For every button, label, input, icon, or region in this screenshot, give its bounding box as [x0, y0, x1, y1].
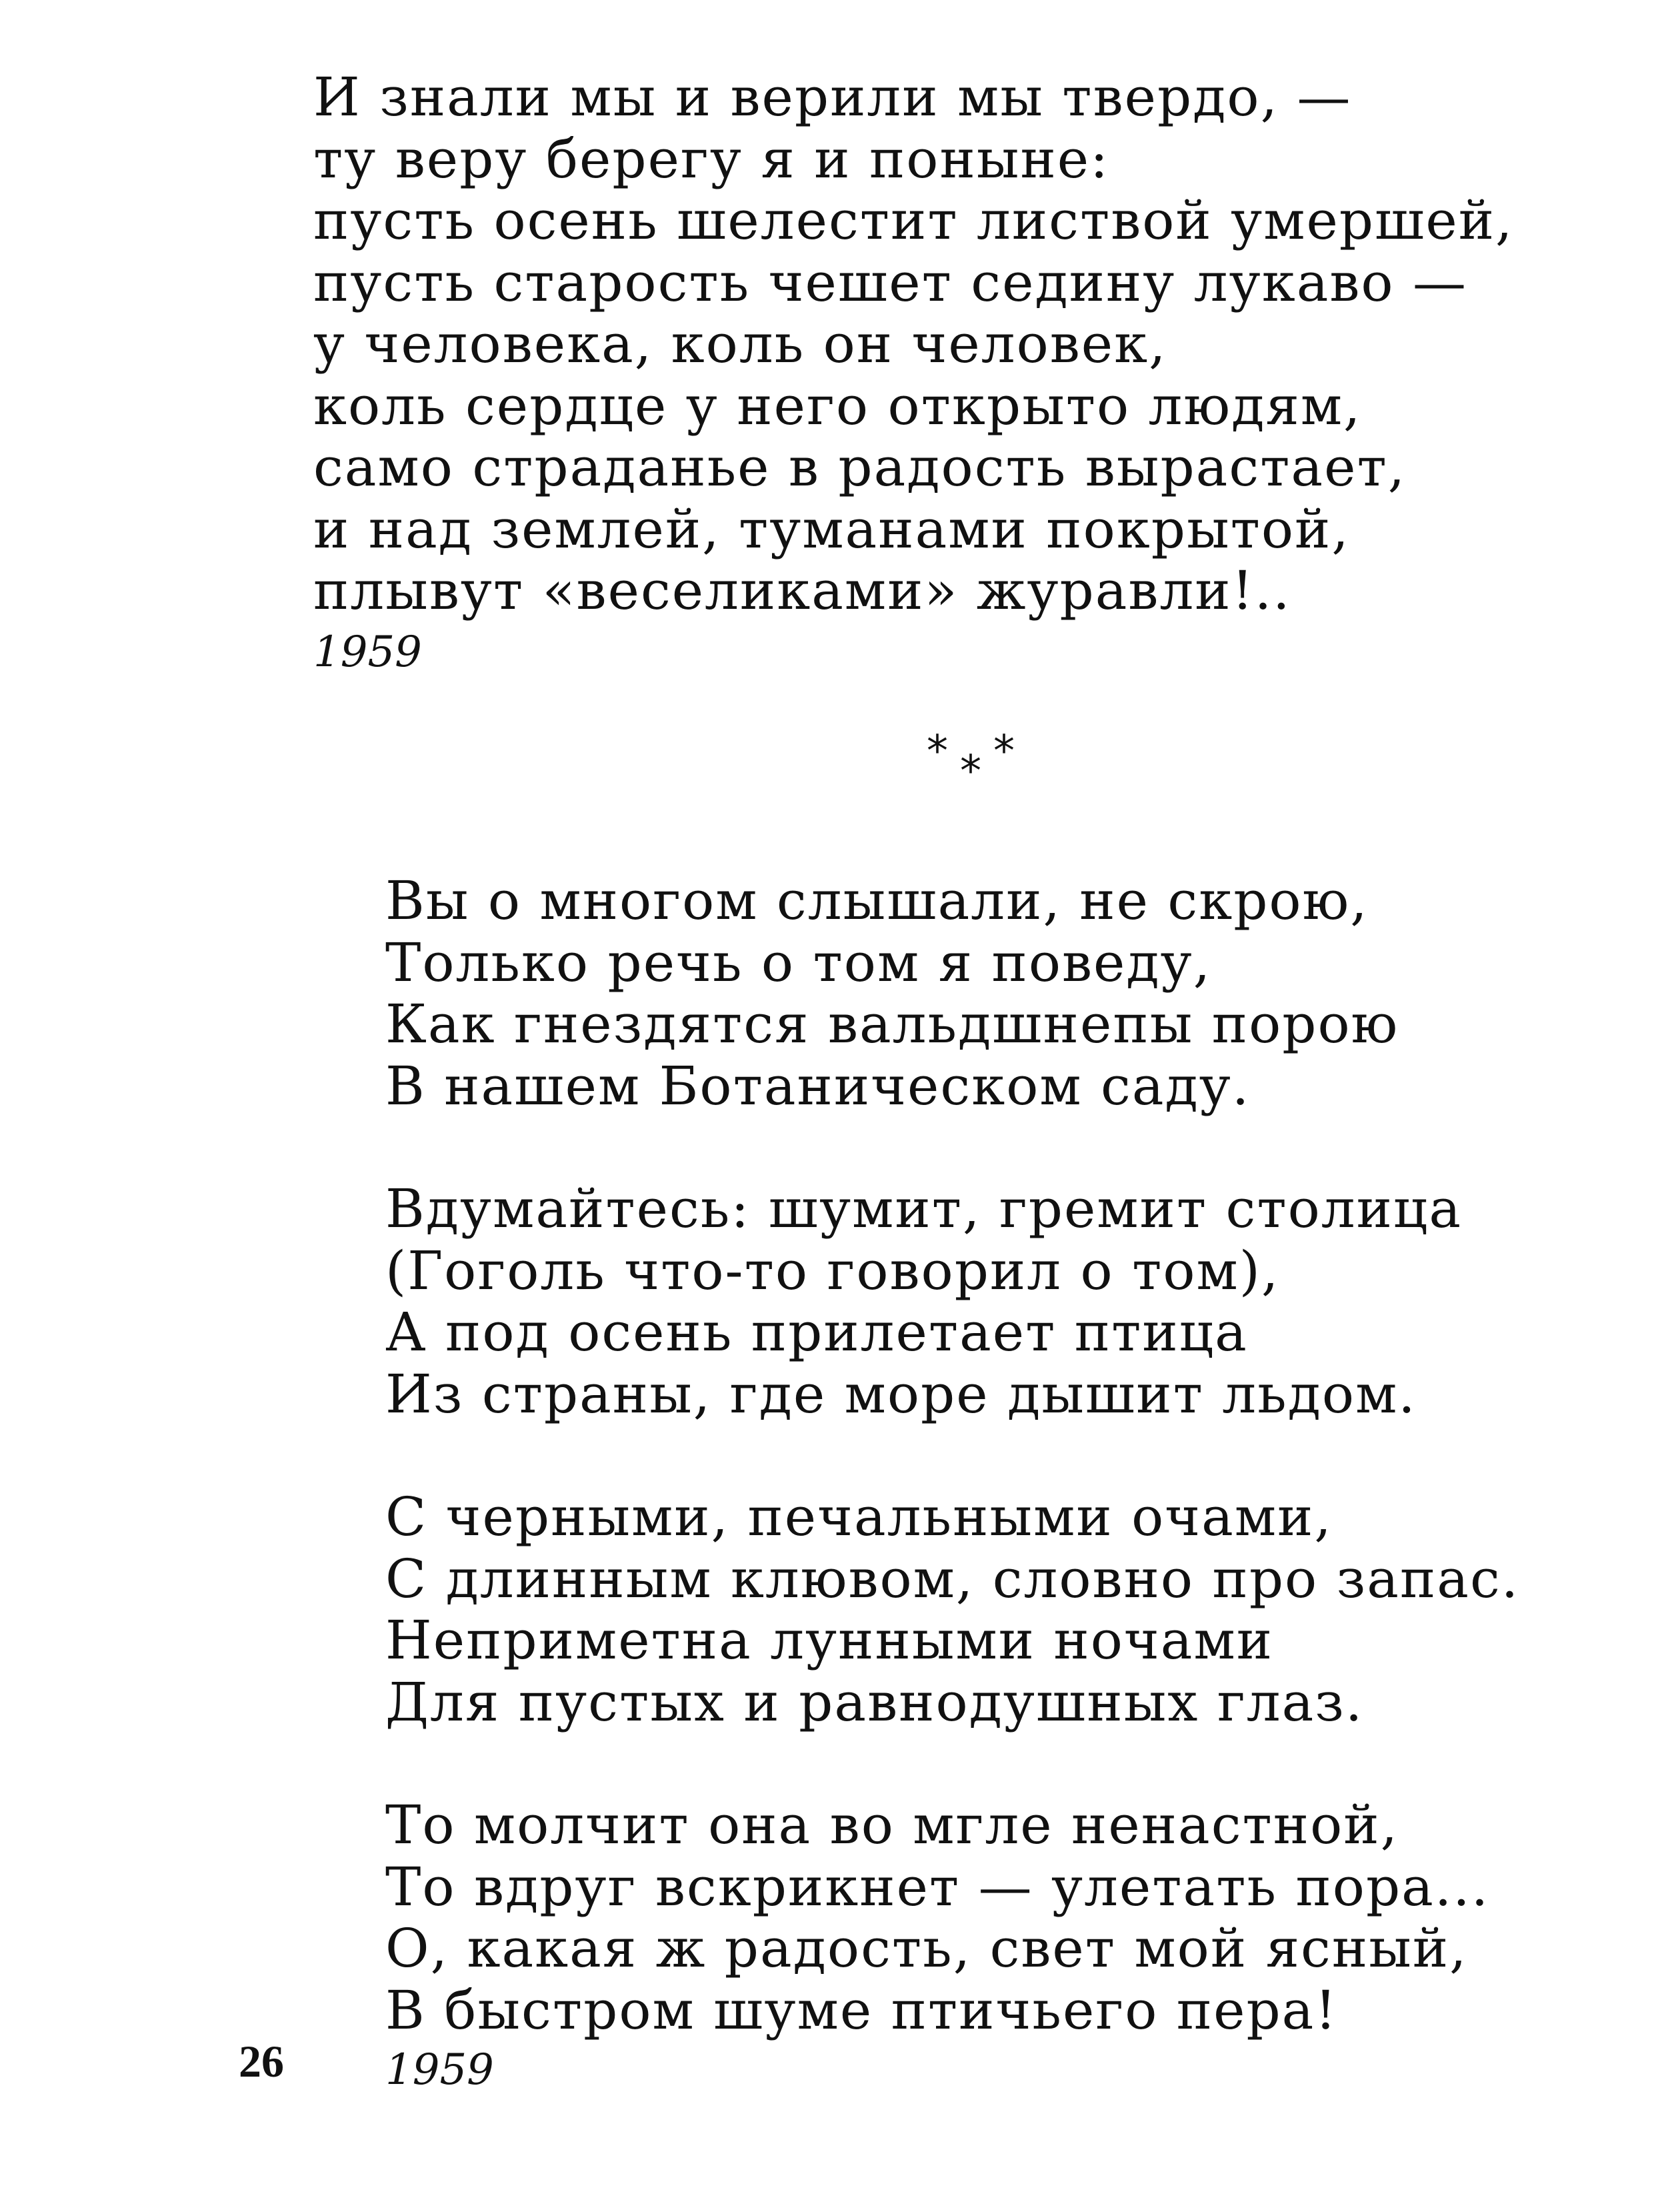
asterism-separator: [867, 727, 1107, 804]
poem-2-stanza-2: [385, 1178, 1619, 1425]
poem-2-line: О, какая ж радость, свет мой ясный,: [385, 1917, 1468, 1979]
poem-2-line: С длинным клювом, словно про запас.: [385, 1547, 1520, 1610]
poem-1-line: И знали мы и верили мы твердо, —: [313, 66, 1352, 128]
poem-2-line: То молчит она во мгле ненастной,: [385, 1794, 1399, 1856]
poem-2-line: С черными, печальными очами,: [385, 1486, 1333, 1548]
poem-2-stanza-4: [385, 1795, 1619, 2041]
poem-2: [385, 870, 1619, 2100]
poem-1-line: плывут «веселиками» журавли!..: [313, 560, 1291, 622]
poem-1-line: у человека, коль он человек,: [313, 313, 1167, 375]
poem-2-date: 1959: [385, 2045, 494, 2095]
poem-2-line: (Гоголь что-то говорил о том),: [385, 1239, 1280, 1302]
poem-2-line: Неприметна лунными ночами: [385, 1609, 1274, 1671]
poem-1-line: ту веру берегу я и поныне:: [313, 127, 1110, 190]
poem-1-line: пусть осень шелестит листвой умершей,: [313, 189, 1514, 251]
poem-2-stanza-1: [385, 870, 1619, 1117]
poem-1-line: само страданье в радость вырастает,: [313, 436, 1407, 498]
asterisk-middle: *: [960, 747, 981, 796]
poem-2-line: Из страны, где море дышит льдом.: [385, 1362, 1417, 1425]
poem-2-line: А под осень прилетает птица: [385, 1301, 1248, 1363]
poem-2-line: Вы о многом слышали, не скрою,: [385, 870, 1369, 932]
poem-2-line: В быстром шуме птичьего пера!: [385, 1979, 1338, 2041]
asterisk-right: *: [993, 727, 1015, 776]
poem-2-line: В нашем Ботаническом саду.: [385, 1054, 1251, 1117]
poem-2-line: Только речь о том я поведу,: [385, 931, 1212, 994]
poem-2-stanza-3: [385, 1486, 1619, 1733]
asterisk-left: *: [927, 727, 948, 776]
poem-1-line: коль сердце у него открыто людям,: [313, 374, 1362, 437]
poem-2-line: То вдруг вскрикнет — улетать пора...: [385, 1855, 1490, 1918]
poem-2-line: Вдумайтесь: шумит, гремит столица: [385, 1178, 1463, 1240]
page-number: 26: [239, 2036, 284, 2087]
poem-1-line: и над землей, туманами покрытой,: [313, 497, 1350, 560]
poem-1-date: 1959: [313, 627, 422, 677]
poem-2-line: Для пустых и равнодушных глаз.: [385, 1671, 1364, 1733]
poem-1-line: пусть старость чешет седину лукаво —: [313, 251, 1468, 313]
poem-2-line: Как гнездятся вальдшнепы порою: [385, 993, 1399, 1055]
poem-1: [313, 66, 1514, 682]
